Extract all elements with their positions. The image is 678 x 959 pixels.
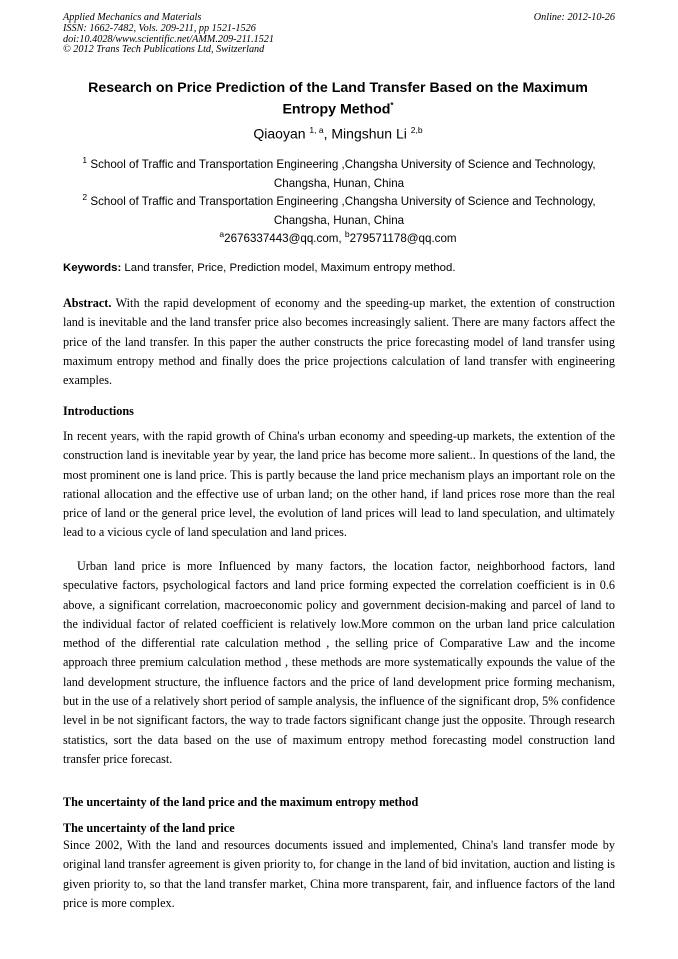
- section-heading-uncertainty: The uncertainty of the land price and the maximum entropy method: [63, 795, 419, 809]
- keywords: [63, 261, 615, 276]
- section-heading-introductions: Introductions: [63, 404, 134, 418]
- online-date: Online: 2012-10-26: [533, 12, 615, 23]
- affiliation-2-mark: 2: [82, 192, 88, 202]
- affiliation-2-text: School of Traffic and Transportation Engineering ,Changsha University of Science and Technology, Changsha, Hunan, China: [90, 194, 596, 227]
- abstract-text: With the rapid development of economy and the speeding-up market, the extention of construction land is inevitable and the land transfer price also becomes increasingly salient. There are many factors affect the price of the land transfer. In this paper the auther constructs the price forecasting model of land transfer using maximum entropy method and finally does the price projections calculation of land transfer with engineering examples.: [63, 296, 615, 388]
- doi-line: doi:10.4028/www.scientific.net/AMM.209-211.1521: [63, 33, 274, 45]
- author-1: Qiaoyan: [253, 125, 306, 142]
- author-2-affil: 2,b: [410, 125, 423, 135]
- email-a-mark: a: [219, 229, 225, 239]
- intro-paragraph-2: Urban land price is more Influenced by many factors, the location factor, neighborhood factors, land speculative factors, psychological factors and land price forming expected the correlation coefficient is in 0.6 above, a significant correlation, macroeconomic policy and government decision-making and parcel of land to the individual factor of related coefficient is relatively low.More common on the urban land price calculation method of the differential rate calculation method , the selling price of Comparative Law and the income approach three premium calculation method , these methods are more systematically expounds the value of the land development structure, the influence factors and the price of land development price forming mechanism, but in the use of a relatively short period of sample analysis, the influence of the significant drop, 5% confidence level in be not significant factors, the way to trade factors significant change just the opposite. Through research statistics, sort the data based on the use of maximum entropy method forecasting model construction land transfer price forecast.: [63, 559, 615, 766]
- keywords-label: Keywords:: [63, 262, 122, 274]
- issn-line: ISSN: 1662-7482, Vols. 209-211, pp 1521-1526: [63, 22, 256, 34]
- subsection-heading-uncertainty: The uncertainty of the land price: [63, 821, 235, 835]
- journal-header: [63, 13, 615, 56]
- email-a: 2676337443@qq.com,: [224, 231, 345, 245]
- author-separator: ,: [323, 125, 332, 142]
- uncertainty-paragraph-1: Since 2002, With the land and resources documents issued and implemented, China's land transfer mode by original land transfer agreement is given priority to, for change in the land of bid invitation, auction and listing is given priority to, so that the land transfer market, China more transparent, fair, and influence factors of the land price is more complex.: [63, 838, 615, 910]
- intro-paragraph-1: In recent years, with the rapid growth of China's urban economy and speeding-up markets, the extention of the construction land is inevitable year by year, the land price has become more salient.. In questions of the land, the most prominent one is land price. This is partly because the land price mechanism plays an important role on the rational allocation and the effective use of urban land; on the other hand, if land prices rose more than the real price of land or the general price level, the evolution of land prices will lead to land speculation, and ultimately lead to a vicious cycle of land speculation and land prices.: [63, 429, 615, 540]
- journal-name: Applied Mechanics and Materials: [63, 12, 202, 23]
- author-list: [63, 122, 613, 143]
- author-2: Mingshun Li: [331, 125, 407, 142]
- affiliation-1-text: School of Traffic and Transportation Engineering ,Changsha University of Science and Technology, Changsha, Hunan, China: [90, 157, 596, 190]
- affiliation-1-mark: 1: [82, 155, 88, 165]
- paper-title-text: Research on Price Prediction of the Land Transfer Based on the Maximum Entropy Method: [88, 80, 588, 118]
- copyright-line: © 2012 Trans Tech Publications Ltd, Switzerland: [63, 44, 265, 56]
- email-b: 279571178@qq.com: [349, 231, 457, 245]
- abstract-label: Abstract.: [63, 296, 112, 310]
- email-b-mark: b: [344, 229, 350, 239]
- author-emails: [63, 226, 613, 247]
- abstract: [63, 294, 615, 390]
- affiliation-2: [80, 188, 598, 230]
- affiliation-1: [80, 151, 598, 193]
- title-footnote-mark: *: [390, 101, 394, 110]
- author-1-affil: 1, a: [309, 125, 324, 135]
- keywords-text: Land transfer, Price, Prediction model, Maximum entropy method.: [121, 262, 456, 274]
- paper-title: [63, 80, 613, 119]
